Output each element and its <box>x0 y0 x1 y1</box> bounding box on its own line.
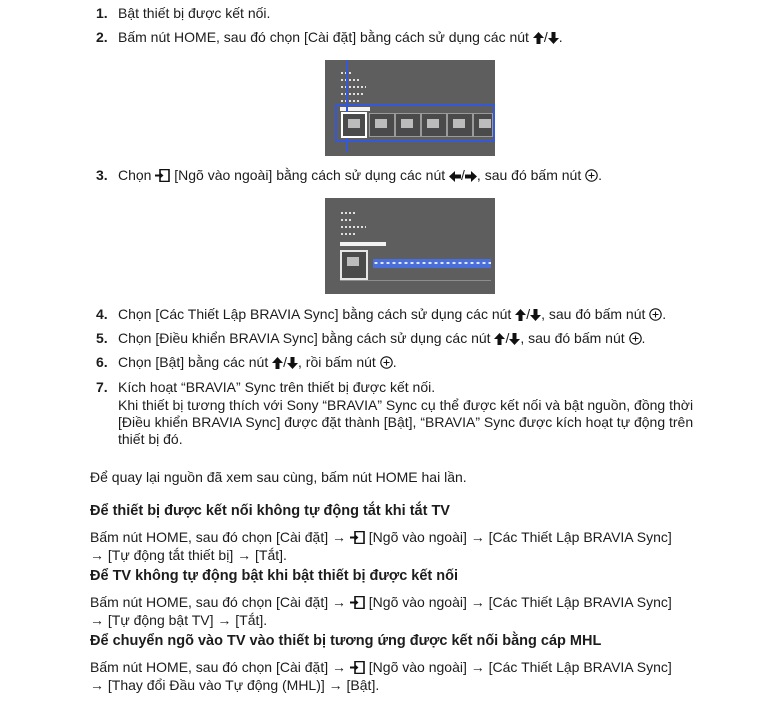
step-text: Chọn [Bật] bằng các nút <box>118 354 273 370</box>
step-number: 6. <box>96 354 108 370</box>
section-heading: Để chuyển ngõ vào TV vào thiết bị tương ứng được kết nối bằng cáp MHL <box>90 633 602 649</box>
divider-line <box>340 280 491 281</box>
step-7 <box>96 378 435 396</box>
menu-tile <box>473 113 493 137</box>
external-input-icon <box>155 168 170 186</box>
arrow-up-icon <box>494 331 505 349</box>
arrow-left-icon <box>449 168 461 186</box>
menu-list-dots <box>340 72 366 107</box>
menu-tile <box>447 113 473 137</box>
highlight-column-line <box>346 60 348 152</box>
step-text: Bấm nút HOME, sau đó chọn [Cài đặt] bằng cách sử dụng các nút <box>118 29 533 45</box>
arrow-right-icon <box>465 168 477 186</box>
step-text: Chọn [Điều khiển BRAVIA Sync] bằng cách sử dụng các nút <box>118 330 495 346</box>
step-7-detail-line: [Điều khiển BRAVIA Sync] được đặt thành [Bật], “BRAVIA” Sync được kích hoạt tự động trên <box>118 414 694 430</box>
section-text: Bấm nút HOME, sau đó chọn [Cài đặt] → <box>90 659 350 675</box>
bar-dots <box>373 262 491 264</box>
step-1 <box>96 4 270 22</box>
step-number: 3. <box>96 167 108 183</box>
external-input-icon <box>350 530 365 548</box>
menu-tile <box>395 113 421 137</box>
step-7-detail-line: Khi thiết bị tương thích với Sony “BRAVIA” Sync cụ thể được kết nối và bật nguồn, đồng thời <box>118 397 694 413</box>
enter-circle-icon <box>629 331 642 349</box>
section-heading: Để TV không tự động bật khi bật thiết bị được kết nối <box>90 568 459 584</box>
external-input-screenshot <box>325 198 495 294</box>
menu-selection-bar <box>340 242 386 246</box>
step-number: 4. <box>96 306 108 322</box>
step-text-end: . <box>641 330 646 346</box>
step-text-end: . <box>392 354 397 370</box>
step-text-end: . <box>598 167 602 183</box>
arrow-down-icon <box>548 30 559 48</box>
section-text: Bấm nút HOME, sau đó chọn [Cài đặt] → <box>90 594 350 610</box>
arrow-down-icon <box>509 331 520 349</box>
menu-tile <box>369 113 395 137</box>
step-text-end: . <box>662 306 667 322</box>
section-text: [Ngõ vào ngoài] → [Các Thiết Lập BRAVIA Sync] <box>364 529 672 545</box>
step-number: 7. <box>96 379 108 395</box>
step-text: Chọn [Các Thiết Lập BRAVIA Sync] bằng cách sử dụng các nút <box>118 306 516 322</box>
arrow-down-icon <box>287 355 298 373</box>
step-number: 5. <box>96 330 108 346</box>
step-5 <box>96 329 645 349</box>
step-3 <box>96 166 602 186</box>
slash: / <box>505 330 510 346</box>
slash: / <box>461 167 465 183</box>
step-number: 2. <box>96 29 108 45</box>
section-line: → [Tự động bật TV] → [Tắt]. <box>90 612 268 628</box>
step-text: , sau đó bấm nút <box>476 167 586 183</box>
step-text: , sau đó bấm nút <box>520 330 629 346</box>
arrow-up-icon <box>533 30 544 48</box>
step-text: , rồi bấm nút <box>298 354 380 370</box>
arrow-up-icon <box>515 307 526 325</box>
slash: / <box>543 29 548 45</box>
section-line <box>90 593 672 613</box>
section-text: Bấm nút HOME, sau đó chọn [Cài đặt] → <box>90 529 350 545</box>
arrow-up-icon <box>272 355 283 373</box>
section-text: [Ngõ vào ngoài] → [Các Thiết Lập BRAVIA Sync] <box>364 594 672 610</box>
section-text: [Ngõ vào ngoài] → [Các Thiết Lập BRAVIA Sync] <box>364 659 672 675</box>
step-text: Chọn <box>118 167 156 183</box>
enter-circle-icon <box>585 168 598 186</box>
section-line: → [Tự động tắt thiết bị] → [Tắt]. <box>90 547 287 563</box>
step-text: Bật thiết bị được kết nối. <box>118 5 271 21</box>
step-2 <box>96 28 563 48</box>
section-line: → [Thay đổi Đầu vào Tự động (MHL)] → [Bật]. <box>90 677 380 693</box>
step-4 <box>96 305 666 325</box>
return-note: Để quay lại nguồn đã xem sau cùng, bấm nút HOME hai lần. <box>90 469 467 485</box>
enter-circle-icon <box>649 307 662 325</box>
external-input-tile <box>340 250 368 280</box>
menu-list-dots <box>340 212 366 240</box>
step-text: , sau đó bấm nút <box>541 306 650 322</box>
section-line <box>90 528 672 548</box>
slash: / <box>283 354 287 370</box>
external-input-icon <box>350 595 365 613</box>
step-text: [Ngõ vào ngoài] bằng cách sử dụng các nút <box>170 167 450 183</box>
home-menu-screenshot <box>325 60 495 156</box>
step-number: 1. <box>96 5 108 21</box>
arrow-down-icon <box>530 307 541 325</box>
settings-tile <box>341 112 367 138</box>
slash: / <box>526 306 531 322</box>
section-heading: Để thiết bị được kết nối không tự động tắt khi tắt TV <box>90 503 450 519</box>
section-line <box>90 658 672 678</box>
step-6 <box>96 353 397 373</box>
enter-circle-icon <box>380 355 393 373</box>
step-text: Kích hoạt “BRAVIA” Sync trên thiết bị được kết nối. <box>118 379 436 395</box>
step-text-end: . <box>558 29 563 45</box>
menu-tile <box>421 113 447 137</box>
step-7-detail-line: thiết bị đó. <box>118 431 183 447</box>
